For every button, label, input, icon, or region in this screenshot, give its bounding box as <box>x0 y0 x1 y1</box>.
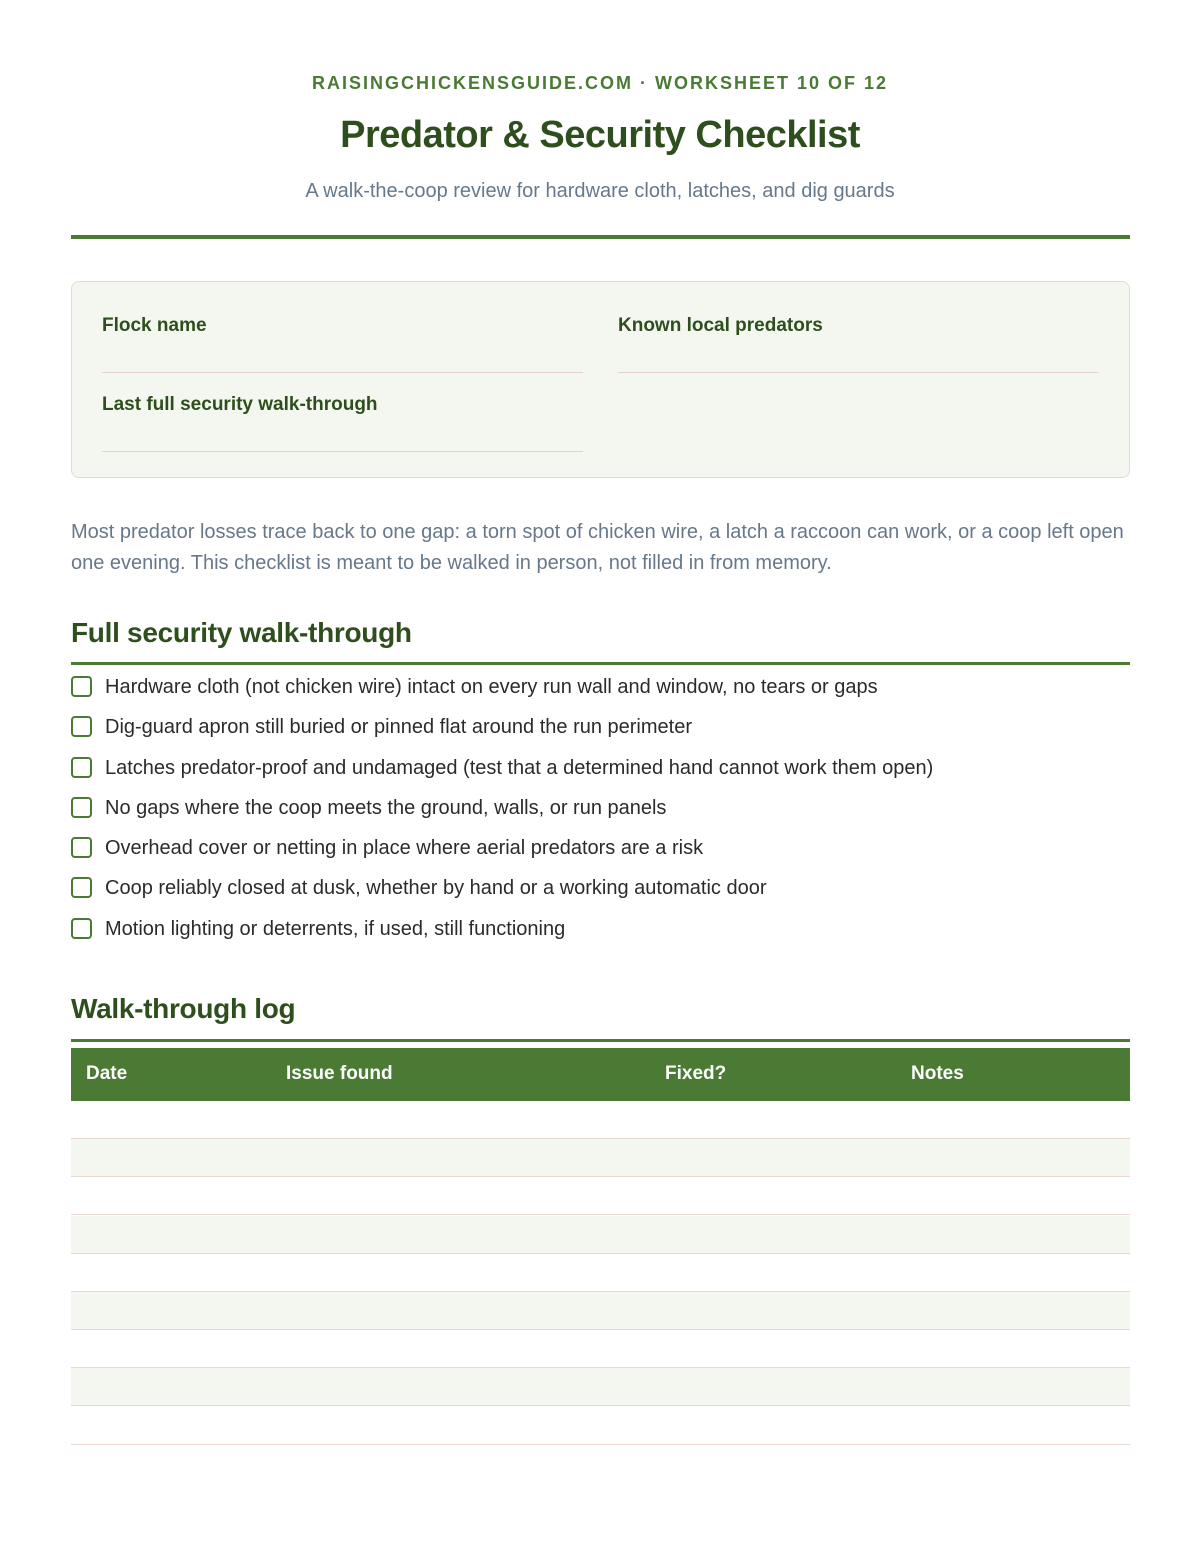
page-title: Predator & Security Checklist <box>340 114 860 156</box>
checklist-item[interactable] <box>71 877 1130 905</box>
checklist-item[interactable] <box>71 918 1130 946</box>
flock-name-label: Flock name <box>102 315 207 336</box>
checklist-item-label: Coop reliably closed at dusk, whether by hand or a working automatic door <box>105 877 767 899</box>
checkbox[interactable] <box>71 716 92 737</box>
column-header-fixed: Fixed? <box>665 1063 727 1084</box>
log-table-row[interactable] <box>71 1101 1130 1139</box>
checkbox[interactable] <box>71 797 92 818</box>
log-table-row[interactable] <box>71 1139 1130 1177</box>
checkbox[interactable] <box>71 757 92 778</box>
checklist-item[interactable] <box>71 716 1130 744</box>
checklist-item[interactable] <box>71 676 1130 704</box>
site-eyebrow: RAISINGCHICKENSGUIDE.COM · WORKSHEET 10 OF 12 <box>311 73 889 93</box>
checkbox[interactable] <box>71 837 92 858</box>
checklist-item-label: Motion lighting or deterrents, if used, still functioning <box>105 918 566 940</box>
last-walkthrough-field[interactable] <box>102 394 583 416</box>
checkbox[interactable] <box>71 877 92 898</box>
page-subtitle: A walk-the-coop review for hardware cloth, latches, and dig guards <box>305 180 895 202</box>
checkbox[interactable] <box>71 918 92 939</box>
checklist-item[interactable] <box>71 837 1130 865</box>
known-predators-field[interactable] <box>618 315 1099 337</box>
column-header-date: Date <box>86 1063 128 1084</box>
checklist-item-label: Overhead cover or netting in place where aerial predators are a risk <box>105 837 704 859</box>
column-header-issue: Issue found <box>286 1063 393 1084</box>
known-predators-label: Known local predators <box>618 315 823 336</box>
last-walkthrough-line[interactable] <box>102 451 583 452</box>
log-table-row[interactable] <box>71 1254 1130 1292</box>
checklist-item-label: Dig-guard apron still buried or pinned flat around the run perimeter <box>105 716 693 738</box>
last-walkthrough-label: Last full security walk-through <box>102 394 378 415</box>
log-table-row[interactable] <box>71 1177 1130 1215</box>
checklist-item-label: Hardware cloth (not chicken wire) intact on every run wall and window, no tears or gaps <box>105 676 878 698</box>
flock-name-field[interactable] <box>102 315 583 337</box>
log-heading: Walk-through log <box>71 993 296 1024</box>
log-divider <box>71 1039 1130 1042</box>
log-table-row[interactable] <box>71 1292 1130 1330</box>
log-table-row[interactable] <box>71 1330 1130 1368</box>
intro-paragraph: Most predator losses trace back to one gap: a torn spot of chicken wire, a latch a raccoon can work, or a coop left open one evening. This checklist is meant to be walked in person, not filled in from memory. <box>71 521 1124 574</box>
checklist-item-label: No gaps where the coop meets the ground, walls, or run panels <box>105 797 667 819</box>
log-table-row[interactable] <box>71 1216 1130 1254</box>
checklist-divider <box>71 662 1130 665</box>
flock-info-panel <box>71 281 1130 478</box>
column-header-notes: Notes <box>911 1063 964 1084</box>
log-table-row[interactable] <box>71 1368 1130 1406</box>
checkbox[interactable] <box>71 676 92 697</box>
log-table-header <box>71 1048 1130 1101</box>
flock-name-line[interactable] <box>102 372 583 373</box>
header-divider <box>71 235 1130 239</box>
checklist-heading: Full security walk-through <box>71 617 412 648</box>
checklist-item[interactable] <box>71 797 1130 825</box>
log-table-row[interactable] <box>71 1407 1130 1445</box>
known-predators-line[interactable] <box>618 372 1099 373</box>
checklist-item-label: Latches predator-proof and undamaged (test that a determined hand cannot work them open) <box>105 757 934 779</box>
checklist-item[interactable] <box>71 757 1130 785</box>
